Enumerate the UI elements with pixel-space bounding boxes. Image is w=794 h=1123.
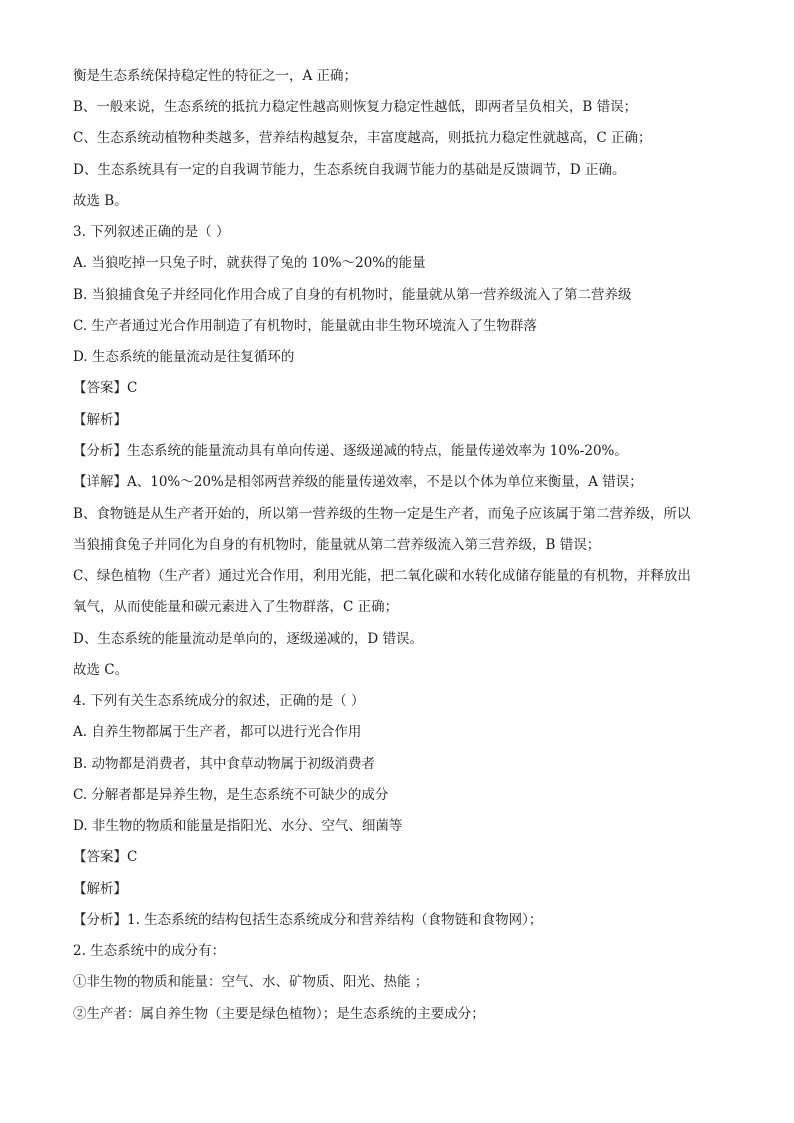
option-c: C. 生产者通过光合作用制造了有机物时，能量就由非生物环境流入了生物群落 [73,318,537,334]
text-line: B、食物链是从生产者开始的，所以第一营养级的生物一定是生产者，而兔子应该属于第二营养级，所以 [73,506,691,522]
text-line: 故选 B。 [73,193,128,209]
text-line: C、绿色植物（生产者）通过光合作用，利用光能，把二氧化碳和水转化成储存能量的有机物，并释放出 [73,568,691,584]
text-line: C、生态系统动植物种类越多，营养结构越复杂，丰富度越高，则抵抗力稳定性就越高，C 正确； [73,130,652,146]
text-line: ①非生物的物质和能量：空气、水、矿物质、阳光、热能 ； [73,974,429,990]
text-line: ②生产者：属自养生物（主要是绿色植物）；是生态系统的主要成分； [73,1006,485,1022]
text-line: 故选 C。 [73,662,129,678]
text-line: 【详解】A、10%～20%是相邻两营养级的能量传递效率，不是以个体为单位来衡量，A 错误； [73,474,643,490]
analysis-label: 【解析】 [73,412,127,428]
text-line: D、生态系统的能量流动是单向的，逐级递减的，D 错误。 [73,631,423,647]
option-d: D. 非生物的物质和能量是指阳光、水分、空气、细菌等 [73,818,403,834]
text-line: D、生态系统具有一定的自我调节能力，生态系统自我调节能力的基础是反馈调节，D 正确。 [73,162,626,178]
option-a: A. 当狼吃掉一只兔子时，就获得了兔的 10%～20%的能量 [73,255,426,271]
question-3: 3. 下列叙述正确的是（ ） [73,224,230,240]
text-line: B、一般来说，生态系统的抵抗力稳定性越高则恢复力稳定性越低，即两者呈负相关，B 错误； [73,99,638,115]
question-4: 4. 下列有关生态系统成分的叙述，正确的是（ ） [73,693,365,709]
analysis-label: 【解析】 [73,881,127,897]
text-line: 衡是生态系统保持稳定性的特征之一，A 正确； [73,68,358,84]
answer-label: 【答案】C [73,380,138,396]
text-line: 2. 生态系统中的成分有： [73,943,226,959]
answer-label: 【答案】C [73,849,138,865]
option-c: C. 分解者都是异养生物，是生态系统不可缺少的成分 [73,787,389,803]
option-b: B. 动物都是消费者，其中食草动物属于初级消费者 [73,756,376,772]
text-line: 【分析】1. 生态系统的结构包括生态系统成分和营养结构（食物链和食物网）； [73,912,543,928]
option-b: B. 当狼捕食兔子并经同化作用合成了自身的有机物时，能量就从第一营养级流入了第二营养级 [73,287,632,303]
option-a: A. 自养生物都属于生产者，都可以进行光合作用 [73,724,362,740]
option-d: D. 生态系统的能量流动是往复循环的 [73,349,295,365]
text-line: 当狼捕食兔子并同化为自身的有机物时，能量就从第二营养级流入第三营养级，B 错误； [73,537,601,553]
text-line: 【分析】生态系统的能量流动具有单向传递、逐级递减的特点，能量传递效率为 10%-20%。 [73,443,628,459]
text-line: 氧气，从而使能量和碳元素进入了生物群落，C 正确； [73,599,399,615]
